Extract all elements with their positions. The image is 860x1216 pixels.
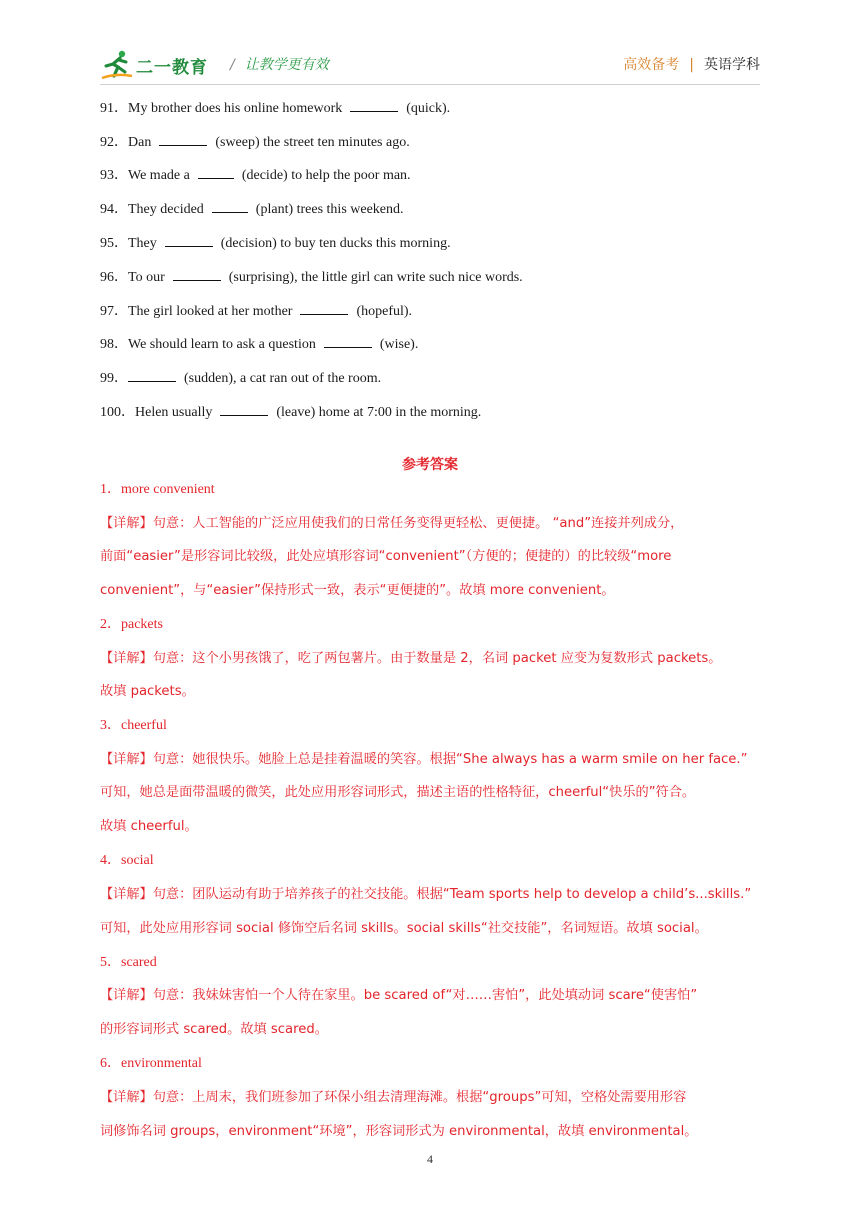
question-item bbox=[100, 232, 451, 254]
answer-value: environmental bbox=[121, 1056, 202, 1071]
answer-detail-line: 【详解】句意：我妹妹害怕一个人待在家里。be scared of“对……害怕”，此处填动词 scare“使害怕” bbox=[100, 988, 698, 1003]
question-text-before: They bbox=[128, 236, 157, 251]
answer-blank bbox=[159, 131, 207, 146]
answer-detail-line: 故填 cheerful。 bbox=[100, 819, 198, 834]
header-separator: | bbox=[689, 57, 694, 73]
answer-blank bbox=[173, 266, 221, 281]
question-item bbox=[100, 367, 381, 389]
answer-detail-line: 【详解】句意：人工智能的广泛应用使我们的日常任务变得更轻松、更便捷。 “and”连接并列成分， bbox=[100, 516, 684, 531]
question-number: 92． bbox=[100, 135, 128, 150]
answer-blank bbox=[128, 367, 176, 382]
answer-value: social bbox=[121, 853, 154, 868]
question-number: 93． bbox=[100, 168, 128, 183]
header-right bbox=[623, 54, 760, 74]
question-number: 96． bbox=[100, 270, 128, 285]
answer-detail-line: convenient”，与“easier”保持形式一致，表示“更便捷的”。故填 more convenient。 bbox=[100, 583, 615, 598]
question-text-after: (wise). bbox=[379, 337, 419, 352]
answer-detail-line: 【详解】句意：团队运动有助于培养孩子的社交技能。根据“Team sports help to develop a child’s...skills.” bbox=[100, 887, 752, 902]
answer-detail-line: 的形容词形式 scared。故填 scared。 bbox=[100, 1022, 328, 1037]
answer-blank bbox=[220, 401, 268, 416]
question-text-after: (surprising), the little girl can write such nice words. bbox=[228, 270, 523, 285]
answer-detail-line: 【详解】句意：这个小男孩饿了，吃了两包薯片。由于数量是 2，名词 packet 应变为复数形式 packets。 bbox=[100, 651, 722, 666]
answer-blank bbox=[350, 97, 398, 112]
answer-detail-line: 【详解】句意：她很快乐。她脸上总是挂着温暖的笑容。根据“She always has a warm smile on her face.” bbox=[100, 752, 748, 767]
question-item bbox=[100, 97, 450, 119]
question-item bbox=[100, 401, 481, 423]
header-tag-secondary: 英语学科 bbox=[704, 57, 760, 73]
question-text-before: Dan bbox=[128, 135, 152, 150]
question-text-after: (quick). bbox=[406, 101, 451, 116]
question-number: 99． bbox=[100, 371, 128, 386]
answer-heading: 4．social bbox=[100, 853, 154, 868]
page-header bbox=[100, 46, 760, 84]
answer-heading: 6．environmental bbox=[100, 1056, 202, 1071]
question-number: 91． bbox=[100, 101, 128, 116]
answer-detail-line: 【详解】句意：上周末，我们班参加了环保小组去清理海滩。根据“groups”可知，空格处需要用形容 bbox=[100, 1090, 687, 1105]
answer-detail-line: 前面“easier”是形容词比较级，此处应填形容词“convenient”（方便的；便捷的）的比较级“more bbox=[100, 549, 672, 564]
answer-blank bbox=[324, 333, 372, 348]
question-number: 97． bbox=[100, 304, 128, 319]
answer-heading: 2．packets bbox=[100, 617, 163, 632]
answer-value: packets bbox=[121, 617, 163, 632]
slogan-text: 让教学更有效 bbox=[244, 57, 329, 73]
runner-logo-icon bbox=[100, 49, 134, 81]
answer-heading: 5．scared bbox=[100, 955, 157, 970]
header-divider bbox=[100, 84, 760, 85]
question-item bbox=[100, 164, 411, 186]
question-number: 94． bbox=[100, 202, 128, 217]
question-item bbox=[100, 131, 410, 153]
question-text-after: (sweep) the street ten minutes ago. bbox=[215, 135, 410, 150]
answer-detail-line: 故填 packets。 bbox=[100, 684, 195, 699]
question-text-after: (hopeful). bbox=[356, 304, 413, 319]
logo-text: 二一教育 bbox=[136, 57, 208, 78]
answers-title: 参考答案 bbox=[402, 457, 458, 473]
question-item bbox=[100, 333, 418, 355]
question-text-before: We made a bbox=[128, 168, 190, 183]
question-item bbox=[100, 266, 523, 288]
page-number: 4 bbox=[427, 1152, 433, 1166]
answer-blank bbox=[198, 164, 234, 179]
question-text-after: (decide) to help the poor man. bbox=[241, 168, 411, 183]
question-text-before: We should learn to ask a question bbox=[128, 337, 316, 352]
question-text-before: The girl looked at her mother bbox=[128, 304, 293, 319]
question-number: 100． bbox=[100, 405, 135, 420]
question-text-before: My brother does his online homework bbox=[128, 101, 343, 116]
question-number: 98． bbox=[100, 337, 128, 352]
answer-detail-line: 可知，此处应用形容词 social 修饰空后名词 skills。social skills“社交技能”，名词短语。故填 social。 bbox=[100, 921, 708, 936]
answer-heading: 1．more convenient bbox=[100, 482, 215, 497]
question-text-after: (decision) to buy ten ducks this morning. bbox=[220, 236, 451, 251]
brand-logo bbox=[100, 48, 208, 82]
question-text-after: (sudden), a cat ran out of the room. bbox=[184, 371, 382, 386]
answer-heading: 3．cheerful bbox=[100, 718, 167, 733]
question-text-before: They decided bbox=[128, 202, 204, 217]
question-text-before: Helen usually bbox=[135, 405, 213, 420]
question-item bbox=[100, 198, 404, 220]
question-text-before: To our bbox=[128, 270, 165, 285]
answer-value: cheerful bbox=[121, 718, 167, 733]
answer-value: more convenient bbox=[121, 482, 215, 497]
question-number: 95． bbox=[100, 236, 128, 251]
answer-detail-line: 词修饰名词 groups，environment“环境”，形容词形式为 environmental，故填 environmental。 bbox=[100, 1124, 698, 1139]
answer-blank bbox=[300, 300, 348, 315]
slogan: / 让教学更有效 bbox=[230, 57, 329, 73]
answer-blank bbox=[212, 198, 248, 213]
question-text-after: (plant) trees this weekend. bbox=[255, 202, 404, 217]
answer-detail-line: 可知，她总是面带温暖的微笑，此处应用形容词形式，描述主语的性格特征，cheerful“快乐的”符合。 bbox=[100, 785, 696, 800]
header-tag-primary: 高效备考 bbox=[623, 57, 680, 73]
question-item bbox=[100, 300, 412, 322]
answer-value: scared bbox=[121, 955, 157, 970]
question-text-after: (leave) home at 7:00 in the morning. bbox=[276, 405, 482, 420]
answer-blank bbox=[165, 232, 213, 247]
